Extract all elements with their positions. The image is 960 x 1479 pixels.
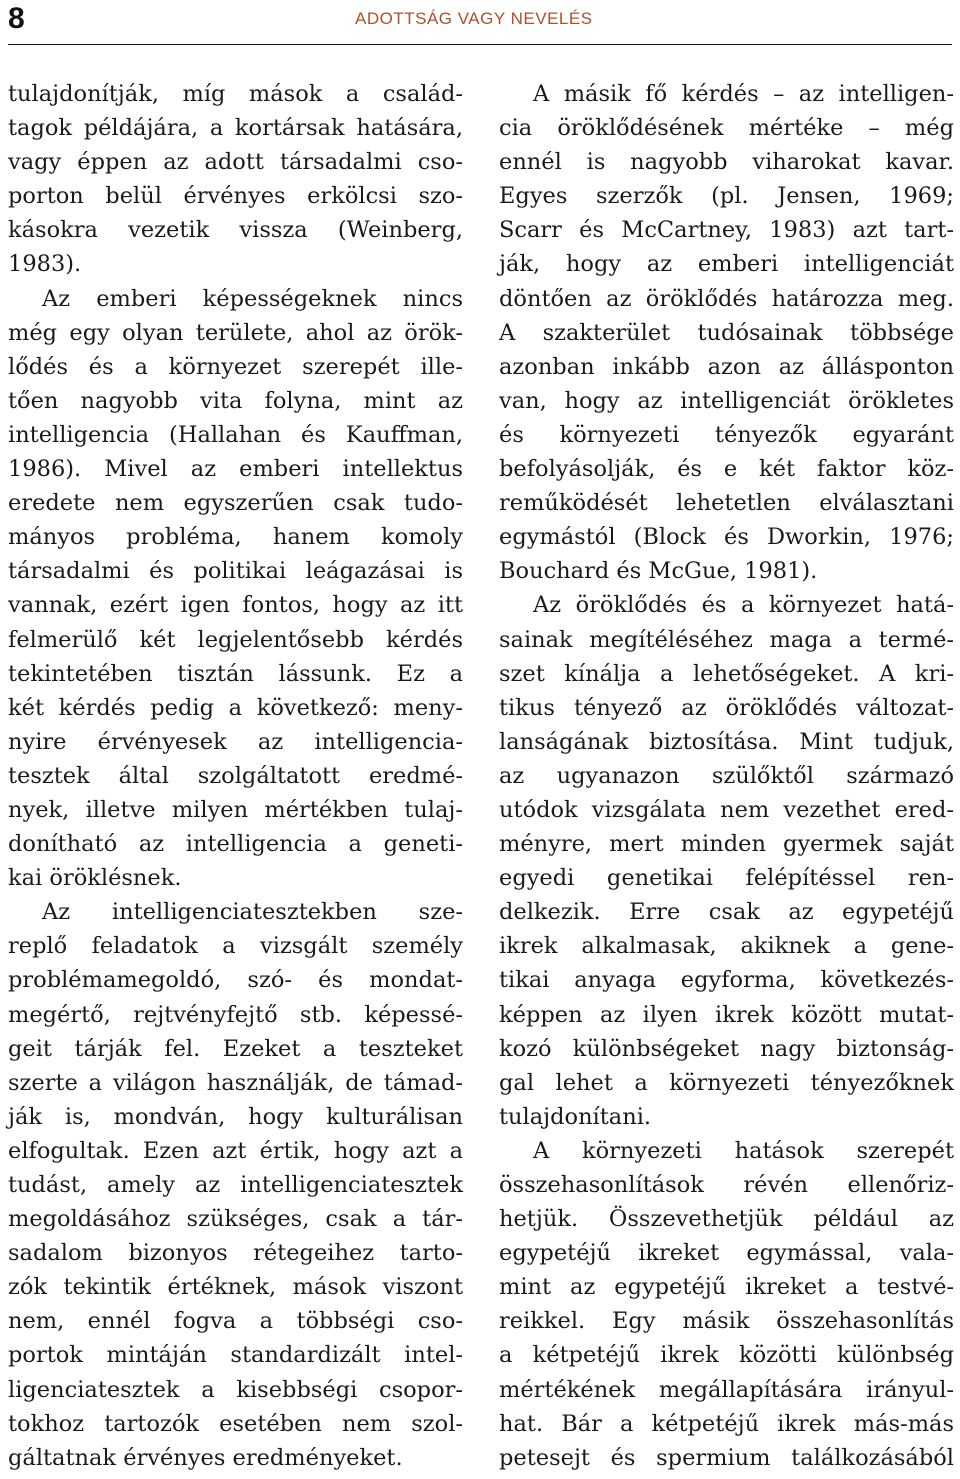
text-line: hetjük. Összevethetjük például az	[499, 1206, 954, 1233]
text-line: tulajdonítani.	[499, 1103, 652, 1130]
text-line: egyedi genetikai felépítéssel ren-	[499, 865, 954, 892]
text-line: felmerülő két legjelentősebb kérdés	[8, 626, 463, 653]
text-line: porton belül érvényes erkölcsi szo-	[8, 183, 463, 210]
text-line: van, hogy az intelligenciát örökletes	[499, 387, 954, 414]
text-line: kozó különbségeket nagy biztonság-	[499, 1035, 954, 1062]
text-line: nyek, illetve milyen mértékben tulaj-	[8, 796, 463, 823]
text-line: elfogultak. Ezen azt értik, hogy azt a	[8, 1137, 463, 1164]
text-line: problémamegoldó, szó- és mondat-	[8, 967, 463, 994]
right-text-column	[499, 77, 954, 1475]
text-line: tikus tényező az öröklődés változat-	[499, 694, 954, 721]
text-line: utódok vizsgálata nem vezethet ered-	[499, 796, 954, 823]
text-line: szerte a világon használják, de támad-	[8, 1069, 463, 1096]
text-line: 1983).	[8, 251, 82, 278]
text-line: eredete nem egyszerűen csak tudo-	[8, 490, 463, 517]
text-line: tulajdonítják, míg mások a család-	[8, 81, 463, 107]
text-line: és környezeti tényezők egyaránt	[499, 421, 954, 448]
text-line: Scarr és McCartney, 1983) azt tart-	[499, 217, 954, 244]
text-line: befolyásolják, és e két faktor köz-	[499, 456, 954, 483]
text-line: sainak megítéléséhez maga a termé-	[499, 626, 954, 653]
text-line: lődés és a környezet szerepét ille-	[8, 353, 463, 380]
text-line: donítható az intelligencia a geneti-	[8, 831, 463, 858]
text-line: delkezik. Erre csak az egypetéjű	[499, 899, 954, 926]
text-line: képpen az ilyen ikrek között mutat-	[499, 1001, 954, 1028]
text-line: 1986). Mivel az emberi intellektus	[8, 456, 463, 483]
text-line: vannak, ezért igen fontos, hogy az itt	[8, 592, 463, 619]
left-text-column	[8, 77, 463, 1475]
text-line: cia öröklődésének mértéke – még	[499, 115, 954, 142]
text-line: tokhoz tartozók esetében nem szol-	[8, 1410, 463, 1437]
text-line: petesejt és spermium találkozásából	[499, 1444, 954, 1471]
text-line: mányos probléma, hanem komoly	[8, 524, 463, 551]
text-line: döntően az öröklődés határozza meg.	[499, 285, 954, 312]
text-line: egypetéjű ikreket egymással, vala-	[499, 1240, 954, 1267]
text-line: A szakterület tudósainak többsége	[499, 319, 954, 346]
text-line: replő feladatok a vizsgált személy	[8, 933, 463, 960]
text-line: a kétpetéjű ikrek közötti különbség	[499, 1342, 954, 1369]
text-line: Az emberi képességeknek nincs	[42, 285, 463, 312]
text-line: vagy éppen az adott társadalmi cso-	[8, 149, 463, 176]
text-line: tesztek által szolgáltatott eredmé-	[8, 762, 463, 789]
text-line: A másik fő kérdés – az intelligen-	[533, 81, 954, 107]
text-line: megértő, rejtvényfejtő stb. képessé-	[8, 1001, 463, 1028]
text-line: azonban inkább azon az állásponton	[499, 353, 954, 380]
page-number: 8	[8, 2, 25, 35]
text-line: megoldásához szükséges, csak a tár-	[8, 1206, 463, 1233]
text-line: kásokra vezetik vissza (Weinberg,	[8, 217, 463, 244]
text-line: geit tárják fel. Ezeket a teszteket	[8, 1035, 463, 1062]
text-line: sadalom bizonyos rétegeihez tarto-	[8, 1240, 463, 1267]
text-line: gal lehet a környezeti tényezőknek	[499, 1069, 954, 1096]
text-line: Az intelligenciatesztekben sze-	[42, 899, 463, 926]
page-header	[0, 0, 960, 40]
text-line: A környezeti hatások szerepét	[533, 1137, 954, 1164]
text-line: ják is, mondván, hogy kulturálisan	[8, 1103, 463, 1130]
text-line: szet kínálja a lehetőségeket. A kri-	[499, 660, 954, 687]
running-title: ADOTTSÁG VAGY NEVELÉS	[355, 9, 593, 28]
text-line: ják, hogy az emberi intelligenciát	[499, 251, 954, 278]
text-line: ligenciatesztek a kisebbségi csopor-	[8, 1376, 463, 1403]
text-line: ennél is nagyobb viharokat kavar.	[499, 149, 954, 176]
text-line: társadalmi és politikai leágazásai is	[8, 558, 463, 585]
text-line: lanságának biztosítása. Mint tudjuk,	[499, 728, 954, 755]
text-line: mértékének megállapítására irányul-	[499, 1376, 954, 1403]
text-line: gáltatnak érvényes eredményeket.	[8, 1444, 403, 1471]
text-line: tően nagyobb vita folyna, mint az	[8, 387, 463, 414]
text-line: mint az egypetéjű ikreket a testvé-	[499, 1274, 954, 1301]
text-line: reműködését lehetetlen elválasztani	[499, 490, 954, 517]
text-line: nem, ennél fogva a többségi cso-	[8, 1308, 463, 1335]
text-line: egymástól (Block és Dworkin, 1976;	[499, 524, 954, 551]
text-line: ikrek alkalmasak, akiknek a gene-	[499, 933, 954, 960]
text-line: Az öröklődés és a környezet hatá-	[533, 592, 954, 619]
text-line: nyire érvényesek az intelligencia-	[8, 728, 463, 755]
text-line: intelligencia (Hallahan és Kauffman,	[8, 421, 463, 448]
text-line: még egy olyan területe, ahol az örök-	[8, 319, 463, 346]
text-line: tudást, amely az intelligenciatesztek	[8, 1172, 463, 1198]
text-line: hat. Bár a kétpetéjű ikrek más-más	[499, 1410, 954, 1437]
text-line: portok mintáján standardizált intel-	[8, 1342, 463, 1369]
text-line: tikai anyaga egyforma, következés-	[499, 967, 954, 994]
text-line: reikkel. Egy másik összehasonlítás	[499, 1308, 954, 1335]
header-rule	[8, 44, 952, 45]
text-line: tekintetében tisztán lássunk. Ez a	[8, 660, 463, 687]
text-line: összehasonlítások révén ellenőriz-	[499, 1172, 954, 1198]
text-line: ményre, mert minden gyermek saját	[499, 831, 954, 858]
text-line: Egyes szerzők (pl. Jensen, 1969;	[499, 183, 954, 210]
text-line: Bouchard és McGue, 1981).	[499, 558, 818, 585]
text-line: zók tekintik értéknek, mások viszont	[8, 1274, 463, 1301]
text-line: kai öröklésnek.	[8, 865, 182, 892]
text-line: két kérdés pedig a következő: meny-	[8, 694, 463, 721]
text-line: az ugyanazon szülőktől származó	[499, 762, 954, 789]
text-line: tagok példájára, a kortársak hatására,	[8, 115, 463, 142]
